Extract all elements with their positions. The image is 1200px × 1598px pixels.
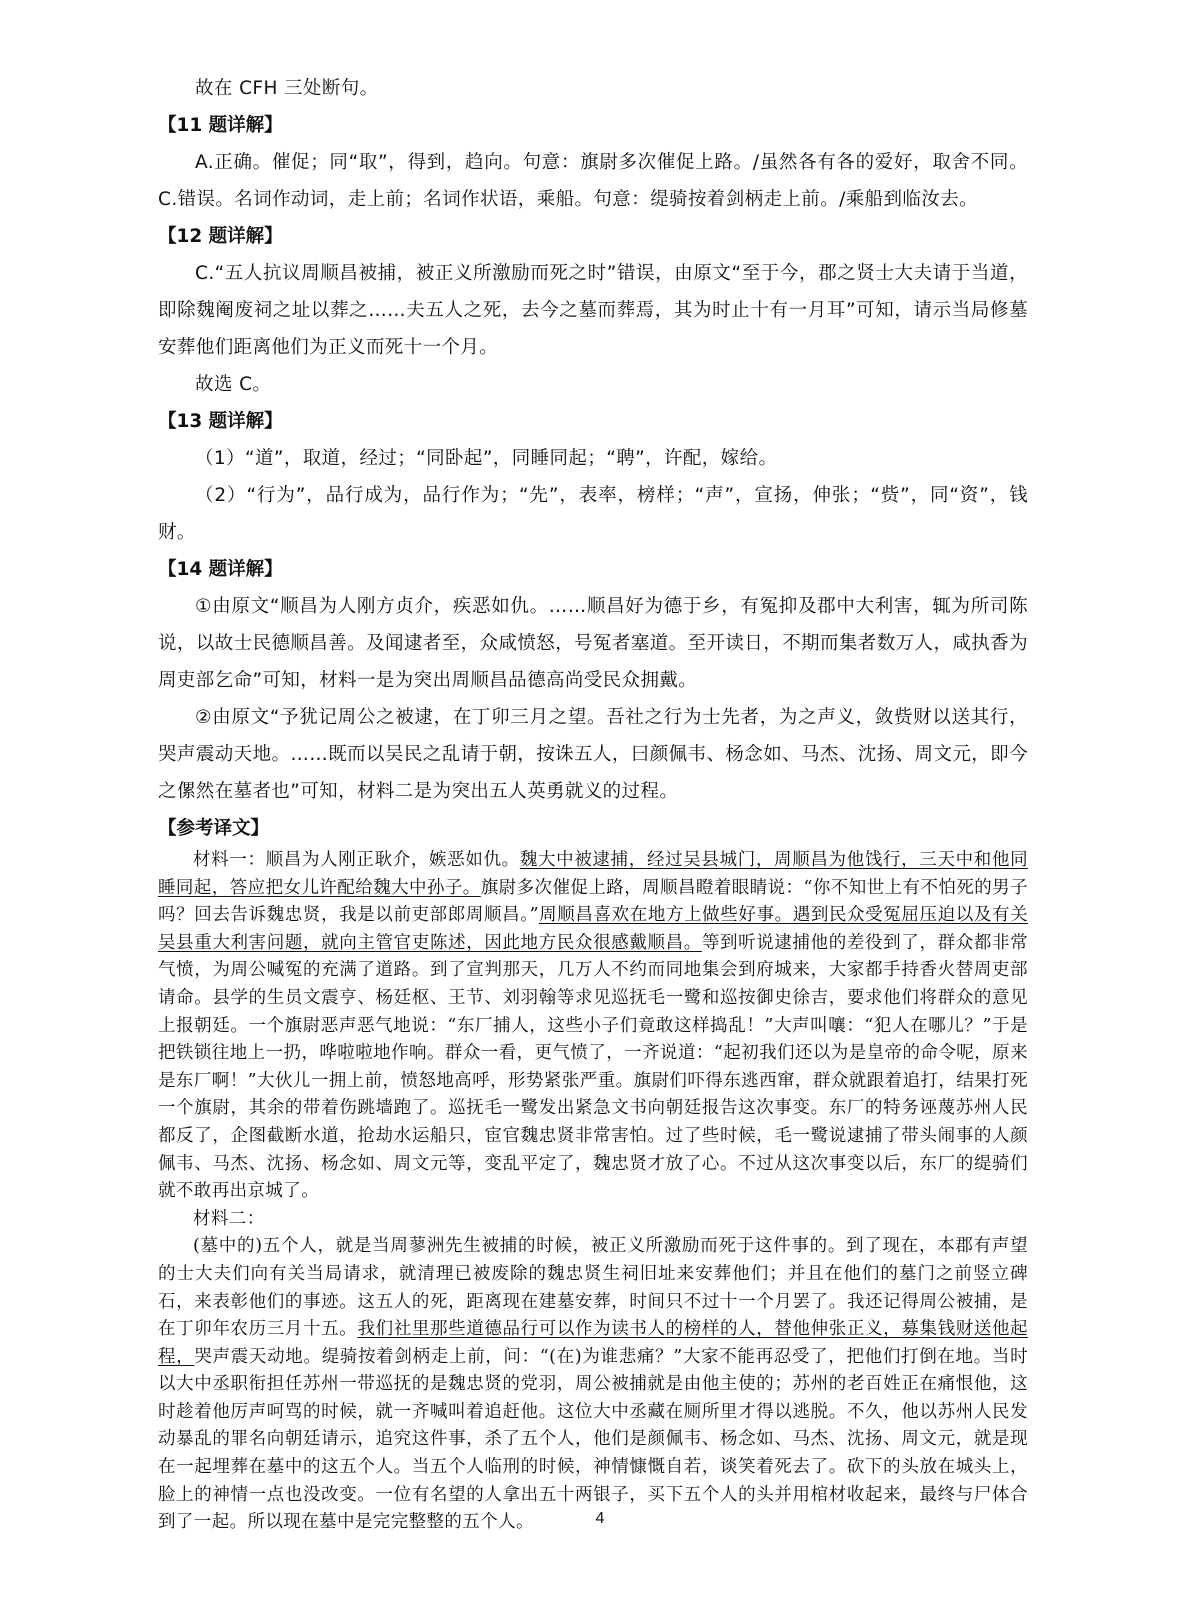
answer-13-part2: （2）“行为”，品行成为，品行作为；“先”，表率，榜样；“声”，宣扬，伸张；“赀”，同“资”，钱财。 (158, 485, 1028, 543)
answer-12-body: C.“五人抗议周顺昌被捕，被正义所激励而死之时”错误，由原文“至于今，郡之贤士大夫请于当道，即除魏阉废祠之址以葬之……夫五人之死，去今之墓而葬焉，其为时止十有一月耳”可知，请示当局修墓安葬他们距离他们为正义而死十一个月。 (158, 263, 1028, 358)
text-segment: 等到听说逮捕他的差役到了，群众都非常气愤，为周公喊冤的充满了道路。到了宣判那天，几万人不约而同地集会到府城来，大家都手持香火替周吏部请命。县学的生员文震亨、杨廷枢、王节、刘羽翰等求见巡抚毛一鹭和巡按御史徐吉，要求他们将群众的意见上报朝廷。一个旗尉恶声恶气地说：“东厂捕人，这些小子们竟敢这样捣乱！”大声叫嚷：“犯人在哪儿？”于是把铁锁往地上一扔，哗啦啦地作响。群众一看，更气愤了，一齐说道：“起初我们还以为是皇帝的命令呢，原来是东厂啊！”大伙儿一拥上前，愤怒地高呼，形势紧张严重。旗尉们吓得东逃西窜，群众就跟着追打，结果打死一个旗尉，其余的带着伤跳墙跑了。巡抚毛一鹭发出紧急文书向朝廷报告这次事变。东厂的特务诬蔑苏州人民都反了，企图截断水道，抢劫水运船只，宦官魏忠贤非常害怕。过了些时候，毛一鹭说逮捕了带头闹事的人颜佩韦、马杰、沈扬、杨念如、周文元等，变乱平定了，魏忠贤才放了心。不过从这次事变以后，东厂的缇骑们就不敢再出京城了。 (158, 932, 1028, 1202)
text-segment: 哭声震天动地。缇骑按着剑柄走上前，问：“(在)为谁悲痛？”大家不能再忍受了，把他们打倒在地。当时以大中丞职衔担任苏州一带巡抚的是魏忠贤的党羽，周公被捕就是由他主使的；苏州的老百姓正在痛恨他，这时趁着他厉声呵骂的时候，就一齐喊叫着追赶他。这位大中丞藏在厕所里才得以逃脱。不久，他以苏州人民发动暴乱的罪名向朝廷请示，追究这件事，杀了五个人，他们是颜佩韦、杨念如、马杰、沈扬、周文元，就是现在一起埋葬在墓中的这五个人。当五个人临刑的时候，神情慷慨自若，谈笑着死去了。砍下的头放在城头上，脸上的神情一点也没改变。一位有名望的人拿出五十两银子，买下五个人的头并用棺材收起来，最终与尸体合到了一起。所以现在墓中是完完整整的五个人。 (158, 1346, 1028, 1533)
heading-q14: 【14 题详解】 (158, 559, 283, 580)
translation-material-two-label (158, 1206, 1028, 1234)
answer-11-body: A.正确。催促；同“取”，得到，趋向。句意：旗尉多次催促上路。/虽然各有各的爱好，取舍不同。C.错误。名词作动词，走上前；名词作状语，乘船。句意：缇骑按着剑柄走上前。/乘船到临汝去。 (158, 152, 1028, 210)
text-segment: 材料二： (193, 1208, 265, 1229)
answer-14-point2: ②由原文“予犹记周公之被逮，在丁卯三月之望。吾社之行为士先者，为之声义，敛赀财以送其行，哭声震动天地。……既而以吴民之乱请于朝，按诛五人，曰颜佩韦、杨念如、马杰、沈扬、周文元，即今之傫然在墓者也”可知，材料二是为突出五人英勇就义的过程。 (158, 707, 1028, 802)
heading-reference-translation: 【参考译文】 (158, 818, 270, 839)
answer-14-point1: ①由原文“顺昌为人刚方贞介，疾恶如仇。……顺昌好为德于乡，有冤抑及郡中大利害，辄为所司陈说，以故士民德顺昌善。及闻逮者至，众咸愤怒，号冤者塞道。至开读日，不期而集者数万人，咸执香为周吏部乞命”可知，材料一是为突出周顺昌品德高尚受民众拥戴。 (158, 596, 1028, 691)
answer-10-conclusion: 故在 CFH 三处断句。 (195, 78, 379, 99)
underlined-segment: 我们社里那些道德品行可以作为读书人的榜样的人，替他伸张正义，募集钱财送他起程， (158, 1319, 1028, 1367)
translation-material-one (158, 847, 1028, 1206)
heading-q11: 【11 题详解】 (158, 115, 283, 136)
heading-q13: 【13 题详解】 (158, 411, 283, 432)
text-segment: (墓中的)五个人，就是当周蓼洲先生被捕的时候，被正义所激励而死于这件事的。到了现在，本郡有声望的士大夫们向有关当局请求，就清理已被废除的魏忠贤生祠旧址来安葬他们；并且在他们的墓门之前竖立碑石，来表彰他们的事迹。这五人的死，距离现在建墓安葬，时间只不过十一个月罢了。我还记得周公被捕，是在丁卯年农历三月十五。 (158, 1236, 1028, 1340)
answer-13-part1: （1）“道”，取道，经过；“同卧起”，同睡同起；“聘”，许配，嫁给。 (195, 448, 778, 469)
answer-12-conclusion: 故选 C。 (195, 374, 272, 395)
text-segment: 旗尉多次催促上路，周顺昌瞪着眼睛说：“你不知世上有不怕死的男子吗？回去告诉魏忠贤，我是以前吏部郎周顺昌。” (158, 877, 1028, 926)
translation-material-two (158, 1233, 1028, 1537)
document-page (158, 70, 1028, 1537)
heading-q12: 【12 题详解】 (158, 226, 283, 247)
underlined-segment: 周顺昌喜欢在地方上做些好事。遇到民众受冤屈压迫以及有关吴县重大利害问题，就向主管官吏陈述，因此地方民众很感戴顺昌。 (158, 905, 1028, 953)
text-segment: 材料一：顺昌为人刚正耿介，嫉恶如仇。 (193, 850, 520, 870)
underlined-segment: 魏大中被逮捕，经过吴县城门，周顺昌为他饯行，三天中和他同睡同起，答应把女儿许配给魏大中孙子。 (158, 850, 1028, 898)
page-number: 4 (595, 1510, 605, 1527)
